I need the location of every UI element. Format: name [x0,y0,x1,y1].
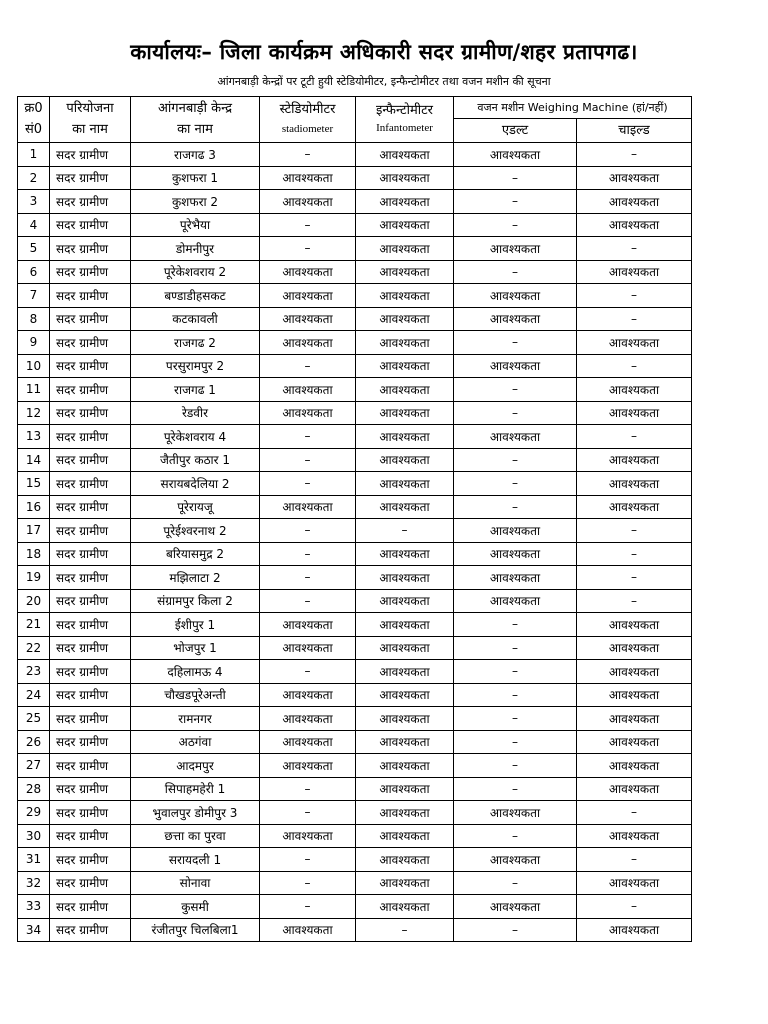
cell-adult: – [454,871,577,895]
header-sno-line1: क्र0 [24,101,43,116]
cell-infantometer: आवश्यकता [356,683,454,707]
table-row [18,331,692,355]
cell-child: आवश्यकता [577,683,692,707]
cell-stadiometer: आवश्यकता [260,918,356,942]
header-stadiometer-hindi: स्टेडियोमीटर [279,102,336,117]
table-row [18,683,692,707]
cell-child: आवश्यकता [577,777,692,801]
cell-sno: 34 [18,918,50,942]
cell-centre: कुशफरा 1 [131,166,260,190]
cell-centre: छत्ता का पुरवा [131,824,260,848]
cell-adult: – [454,495,577,519]
table-row [18,213,692,237]
cell-centre: भोजपुर 1 [131,636,260,660]
cell-centre: चौखडपूरेअन्ती [131,683,260,707]
cell-adult: – [454,918,577,942]
cell-centre: कटकावली [131,307,260,331]
table-row [18,472,692,496]
header-stadiometer-english: stadiometer [281,123,334,135]
data-table [17,96,692,942]
cell-project: सदर ग्रामीण [50,213,131,237]
cell-sno: 30 [18,824,50,848]
cell-centre: सिपाहमहेरी 1 [131,777,260,801]
cell-sno: 28 [18,777,50,801]
cell-centre: जैतीपुर कठार 1 [131,448,260,472]
cell-child: – [577,307,692,331]
cell-stadiometer: आवश्यकता [260,378,356,402]
cell-project: सदर ग्रामीण [50,307,131,331]
cell-infantometer: आवश्यकता [356,378,454,402]
cell-child: – [577,589,692,613]
cell-stadiometer: आवश्यकता [260,824,356,848]
cell-project: सदर ग्रामीण [50,918,131,942]
cell-sno: 32 [18,871,50,895]
cell-stadiometer: – [260,425,356,449]
cell-adult: आवश्यकता [454,307,577,331]
cell-sno: 31 [18,848,50,872]
cell-stadiometer: – [260,777,356,801]
cell-child: आवश्यकता [577,730,692,754]
cell-stadiometer: आवश्यकता [260,284,356,308]
cell-adult: – [454,331,577,355]
cell-sno: 11 [18,378,50,402]
cell-project: सदर ग्रामीण [50,354,131,378]
cell-child: आवश्यकता [577,448,692,472]
cell-project: सदर ग्रामीण [50,777,131,801]
cell-sno: 29 [18,801,50,825]
cell-stadiometer: आवश्यकता [260,260,356,284]
cell-sno: 19 [18,566,50,590]
cell-stadiometer: – [260,519,356,543]
cell-centre: दहिलामऊ 4 [131,660,260,684]
cell-project: सदर ग्रामीण [50,895,131,919]
cell-adult: आवश्यकता [454,566,577,590]
cell-infantometer: – [356,519,454,543]
cell-stadiometer: – [260,660,356,684]
cell-stadiometer: आवश्यकता [260,636,356,660]
header-child: चाइल्ड [577,119,692,143]
cell-sno: 21 [18,613,50,637]
table-row [18,307,692,331]
cell-sno: 3 [18,190,50,214]
table-row [18,636,692,660]
cell-stadiometer: – [260,848,356,872]
cell-adult: आवश्यकता [454,143,577,167]
cell-adult: – [454,260,577,284]
cell-adult: – [454,401,577,425]
cell-adult: आवश्यकता [454,542,577,566]
cell-centre: रेडवीर [131,401,260,425]
cell-project: सदर ग्रामीण [50,542,131,566]
table-row [18,707,692,731]
cell-stadiometer: आवश्यकता [260,754,356,778]
header-centre [131,97,260,143]
cell-centre: पूरेरायजू [131,495,260,519]
cell-stadiometer: आवश्यकता [260,613,356,637]
cell-centre: रंजीतपुर चिलबिला1 [131,918,260,942]
cell-sno: 10 [18,354,50,378]
cell-child: आवश्यकता [577,754,692,778]
cell-project: सदर ग्रामीण [50,660,131,684]
cell-stadiometer: आवश्यकता [260,331,356,355]
cell-centre: बण्डाडीहसकट [131,284,260,308]
table-row [18,425,692,449]
cell-adult: – [454,730,577,754]
cell-infantometer: आवश्यकता [356,448,454,472]
cell-project: सदर ग्रामीण [50,190,131,214]
cell-sno: 1 [18,143,50,167]
table-row [18,848,692,872]
header-stadiometer [260,97,356,143]
cell-project: सदर ग्रामीण [50,519,131,543]
cell-infantometer: आवश्यकता [356,871,454,895]
cell-sno: 24 [18,683,50,707]
cell-adult: आवश्यकता [454,848,577,872]
cell-stadiometer: आवश्यकता [260,495,356,519]
table-row [18,801,692,825]
table-body [18,143,692,942]
cell-centre: पूरेकेशवराय 2 [131,260,260,284]
cell-project: सदर ग्रामीण [50,871,131,895]
cell-child: – [577,284,692,308]
cell-infantometer: आवश्यकता [356,589,454,613]
header-infantometer-english: Infantometer [376,122,433,134]
cell-project: सदर ग्रामीण [50,566,131,590]
cell-adult: आवश्यकता [454,895,577,919]
cell-infantometer: – [356,918,454,942]
cell-centre: बरियासमुद्र 2 [131,542,260,566]
cell-centre: संग्रामपुर किला 2 [131,589,260,613]
cell-infantometer: आवश्यकता [356,754,454,778]
cell-infantometer: आवश्यकता [356,166,454,190]
cell-sno: 4 [18,213,50,237]
cell-sno: 14 [18,448,50,472]
cell-infantometer: आवश्यकता [356,213,454,237]
cell-child: – [577,566,692,590]
cell-adult: – [454,472,577,496]
table-row [18,378,692,402]
header-sno-line2: सं0 [24,122,43,137]
table-row [18,260,692,284]
header-adult: एडल्ट [454,119,577,143]
cell-project: सदर ग्रामीण [50,707,131,731]
cell-infantometer: आवश्यकता [356,495,454,519]
cell-sno: 27 [18,754,50,778]
page-title: कार्यालयः– जिला कार्यक्रम अधिकारी सदर ग्रामीण/शहर प्रतापगढ। [130,40,638,64]
cell-sno: 22 [18,636,50,660]
cell-sno: 5 [18,237,50,261]
table-row [18,895,692,919]
page-subtitle: आंगनबाड़ी केन्द्रों पर टूटी हुयी स्टेडियोमीटर, इन्फैन्टोमीटर तथा वजन मशीन की सूचना [217,75,551,88]
header-weighing-machine: वजन मशीन Weighing Machine (हां/नहीं) [454,97,692,119]
cell-centre: सोनावा [131,871,260,895]
cell-sno: 20 [18,589,50,613]
header-infantometer [356,97,454,143]
cell-sno: 15 [18,472,50,496]
cell-project: सदर ग्रामीण [50,378,131,402]
cell-centre: अठगंवा [131,730,260,754]
cell-adult: – [454,166,577,190]
table-row [18,730,692,754]
cell-project: सदर ग्रामीण [50,448,131,472]
table-row [18,190,692,214]
cell-centre: कुशफरा 2 [131,190,260,214]
cell-centre: सरायबदेलिया 2 [131,472,260,496]
cell-sno: 13 [18,425,50,449]
cell-stadiometer: आवश्यकता [260,166,356,190]
table-row [18,613,692,637]
table-row [18,448,692,472]
cell-sno: 7 [18,284,50,308]
cell-stadiometer: – [260,871,356,895]
cell-adult: आवश्यकता [454,589,577,613]
cell-project: सदर ग्रामीण [50,495,131,519]
cell-project: सदर ग्रामीण [50,730,131,754]
cell-adult: – [454,707,577,731]
cell-project: सदर ग्रामीण [50,284,131,308]
cell-child: आवश्यकता [577,331,692,355]
cell-stadiometer: – [260,143,356,167]
cell-project: सदर ग्रामीण [50,801,131,825]
cell-infantometer: आवश्यकता [356,354,454,378]
cell-stadiometer: – [260,213,356,237]
cell-centre: डोमनीपुर [131,237,260,261]
cell-infantometer: आवश्यकता [356,636,454,660]
cell-infantometer: आवश्यकता [356,472,454,496]
cell-infantometer: आवश्यकता [356,895,454,919]
table-row [18,519,692,543]
cell-stadiometer: आवश्यकता [260,707,356,731]
cell-infantometer: आवश्यकता [356,425,454,449]
table-row [18,401,692,425]
cell-child: आवश्यकता [577,495,692,519]
cell-stadiometer: – [260,542,356,566]
cell-adult: – [454,754,577,778]
cell-infantometer: आवश्यकता [356,801,454,825]
header-project [50,97,131,143]
cell-child: – [577,801,692,825]
header-sno [18,97,50,143]
cell-adult: आवश्यकता [454,237,577,261]
table-row [18,542,692,566]
cell-stadiometer: आवश्यकता [260,401,356,425]
cell-centre: पूरेईश्वरनाथ 2 [131,519,260,543]
cell-project: सदर ग्रामीण [50,472,131,496]
cell-adult: – [454,190,577,214]
cell-stadiometer: – [260,895,356,919]
cell-stadiometer: – [260,566,356,590]
cell-child: आवश्यकता [577,260,692,284]
cell-sno: 23 [18,660,50,684]
cell-adult: – [454,636,577,660]
cell-project: सदर ग्रामीण [50,613,131,637]
cell-project: सदर ग्रामीण [50,331,131,355]
cell-infantometer: आवश्यकता [356,143,454,167]
cell-child: आवश्यकता [577,613,692,637]
cell-infantometer: आवश्यकता [356,190,454,214]
cell-infantometer: आवश्यकता [356,331,454,355]
cell-child: – [577,519,692,543]
cell-child: – [577,425,692,449]
cell-sno: 12 [18,401,50,425]
cell-infantometer: आवश्यकता [356,237,454,261]
cell-child: आवश्यकता [577,660,692,684]
cell-stadiometer: आवश्यकता [260,730,356,754]
cell-adult: आवश्यकता [454,354,577,378]
cell-stadiometer: – [260,354,356,378]
cell-centre: सरायदली 1 [131,848,260,872]
cell-stadiometer: आवश्यकता [260,683,356,707]
cell-stadiometer: – [260,589,356,613]
cell-adult: – [454,683,577,707]
cell-centre: परसुरामपुर 2 [131,354,260,378]
cell-infantometer: आवश्यकता [356,707,454,731]
cell-centre: रामनगर [131,707,260,731]
table-row [18,754,692,778]
cell-project: सदर ग्रामीण [50,848,131,872]
cell-project: सदर ग्रामीण [50,636,131,660]
cell-child: आवश्यकता [577,871,692,895]
cell-stadiometer: – [260,801,356,825]
cell-child: – [577,237,692,261]
cell-child: आवश्यकता [577,636,692,660]
table-row [18,918,692,942]
cell-infantometer: आवश्यकता [356,307,454,331]
cell-project: सदर ग्रामीण [50,166,131,190]
table-row [18,871,692,895]
cell-adult: आवश्यकता [454,284,577,308]
cell-centre: भुवालपुर डोमीपुर 3 [131,801,260,825]
cell-child: आवश्यकता [577,401,692,425]
cell-centre: राजगढ 1 [131,378,260,402]
cell-centre: मझिलाटा 2 [131,566,260,590]
cell-adult: – [454,777,577,801]
cell-adult: – [454,824,577,848]
cell-centre: राजगढ 3 [131,143,260,167]
cell-centre: कुसमी [131,895,260,919]
cell-child: आवश्यकता [577,190,692,214]
cell-sno: 2 [18,166,50,190]
table-row [18,589,692,613]
header-centre-line1: आंगनबाड़ी केन्द्र [158,101,232,116]
cell-sno: 6 [18,260,50,284]
cell-sno: 9 [18,331,50,355]
cell-child: आवश्यकता [577,213,692,237]
cell-sno: 25 [18,707,50,731]
cell-infantometer: आवश्यकता [356,542,454,566]
table-row [18,824,692,848]
cell-adult: आवश्यकता [454,801,577,825]
cell-adult: – [454,448,577,472]
table-row [18,354,692,378]
cell-child: – [577,895,692,919]
header-project-line2: का नाम [72,122,108,137]
cell-adult: आवश्यकता [454,519,577,543]
cell-sno: 17 [18,519,50,543]
cell-infantometer: आवश्यकता [356,848,454,872]
cell-stadiometer: – [260,237,356,261]
cell-project: सदर ग्रामीण [50,143,131,167]
cell-sno: 33 [18,895,50,919]
cell-adult: आवश्यकता [454,425,577,449]
cell-sno: 26 [18,730,50,754]
cell-stadiometer: – [260,448,356,472]
cell-child: – [577,143,692,167]
cell-infantometer: आवश्यकता [356,613,454,637]
header-infantometer-hindi: इन्फैन्टोमीटर [376,103,433,118]
cell-infantometer: आवश्यकता [356,730,454,754]
cell-child: – [577,542,692,566]
header-project-line1: परियोजना [66,101,114,116]
cell-stadiometer: आवश्यकता [260,307,356,331]
cell-stadiometer: आवश्यकता [260,190,356,214]
cell-sno: 8 [18,307,50,331]
cell-centre: राजगढ 2 [131,331,260,355]
cell-project: सदर ग्रामीण [50,260,131,284]
cell-sno: 16 [18,495,50,519]
cell-infantometer: आवश्यकता [356,284,454,308]
cell-centre: पूरेभैया [131,213,260,237]
cell-project: सदर ग्रामीण [50,754,131,778]
header-centre-line2: का नाम [177,122,213,137]
table-row [18,284,692,308]
cell-child: आवश्यकता [577,472,692,496]
cell-infantometer: आवश्यकता [356,660,454,684]
cell-adult: – [454,613,577,637]
cell-adult: – [454,378,577,402]
cell-project: सदर ग्रामीण [50,824,131,848]
cell-centre: ईशीपुर 1 [131,613,260,637]
cell-child: आवश्यकता [577,918,692,942]
cell-child: – [577,354,692,378]
cell-infantometer: आवश्यकता [356,777,454,801]
cell-project: सदर ग्रामीण [50,237,131,261]
table-row [18,777,692,801]
cell-project: सदर ग्रामीण [50,425,131,449]
cell-centre: पूरेकेशवराय 4 [131,425,260,449]
cell-infantometer: आवश्यकता [356,401,454,425]
cell-project: सदर ग्रामीण [50,683,131,707]
cell-child: आवश्यकता [577,824,692,848]
table-header [18,97,692,143]
cell-sno: 18 [18,542,50,566]
cell-project: सदर ग्रामीण [50,589,131,613]
table-row [18,660,692,684]
table-row [18,166,692,190]
cell-stadiometer: – [260,472,356,496]
cell-infantometer: आवश्यकता [356,824,454,848]
cell-child: आवश्यकता [577,707,692,731]
table-row [18,566,692,590]
cell-centre: आदमपुर [131,754,260,778]
cell-infantometer: आवश्यकता [356,260,454,284]
cell-child: – [577,848,692,872]
cell-infantometer: आवश्यकता [356,566,454,590]
cell-adult: – [454,660,577,684]
table-row [18,237,692,261]
table-row [18,495,692,519]
cell-adult: – [454,213,577,237]
cell-child: आवश्यकता [577,166,692,190]
table-row [18,143,692,167]
cell-child: आवश्यकता [577,378,692,402]
cell-project: सदर ग्रामीण [50,401,131,425]
